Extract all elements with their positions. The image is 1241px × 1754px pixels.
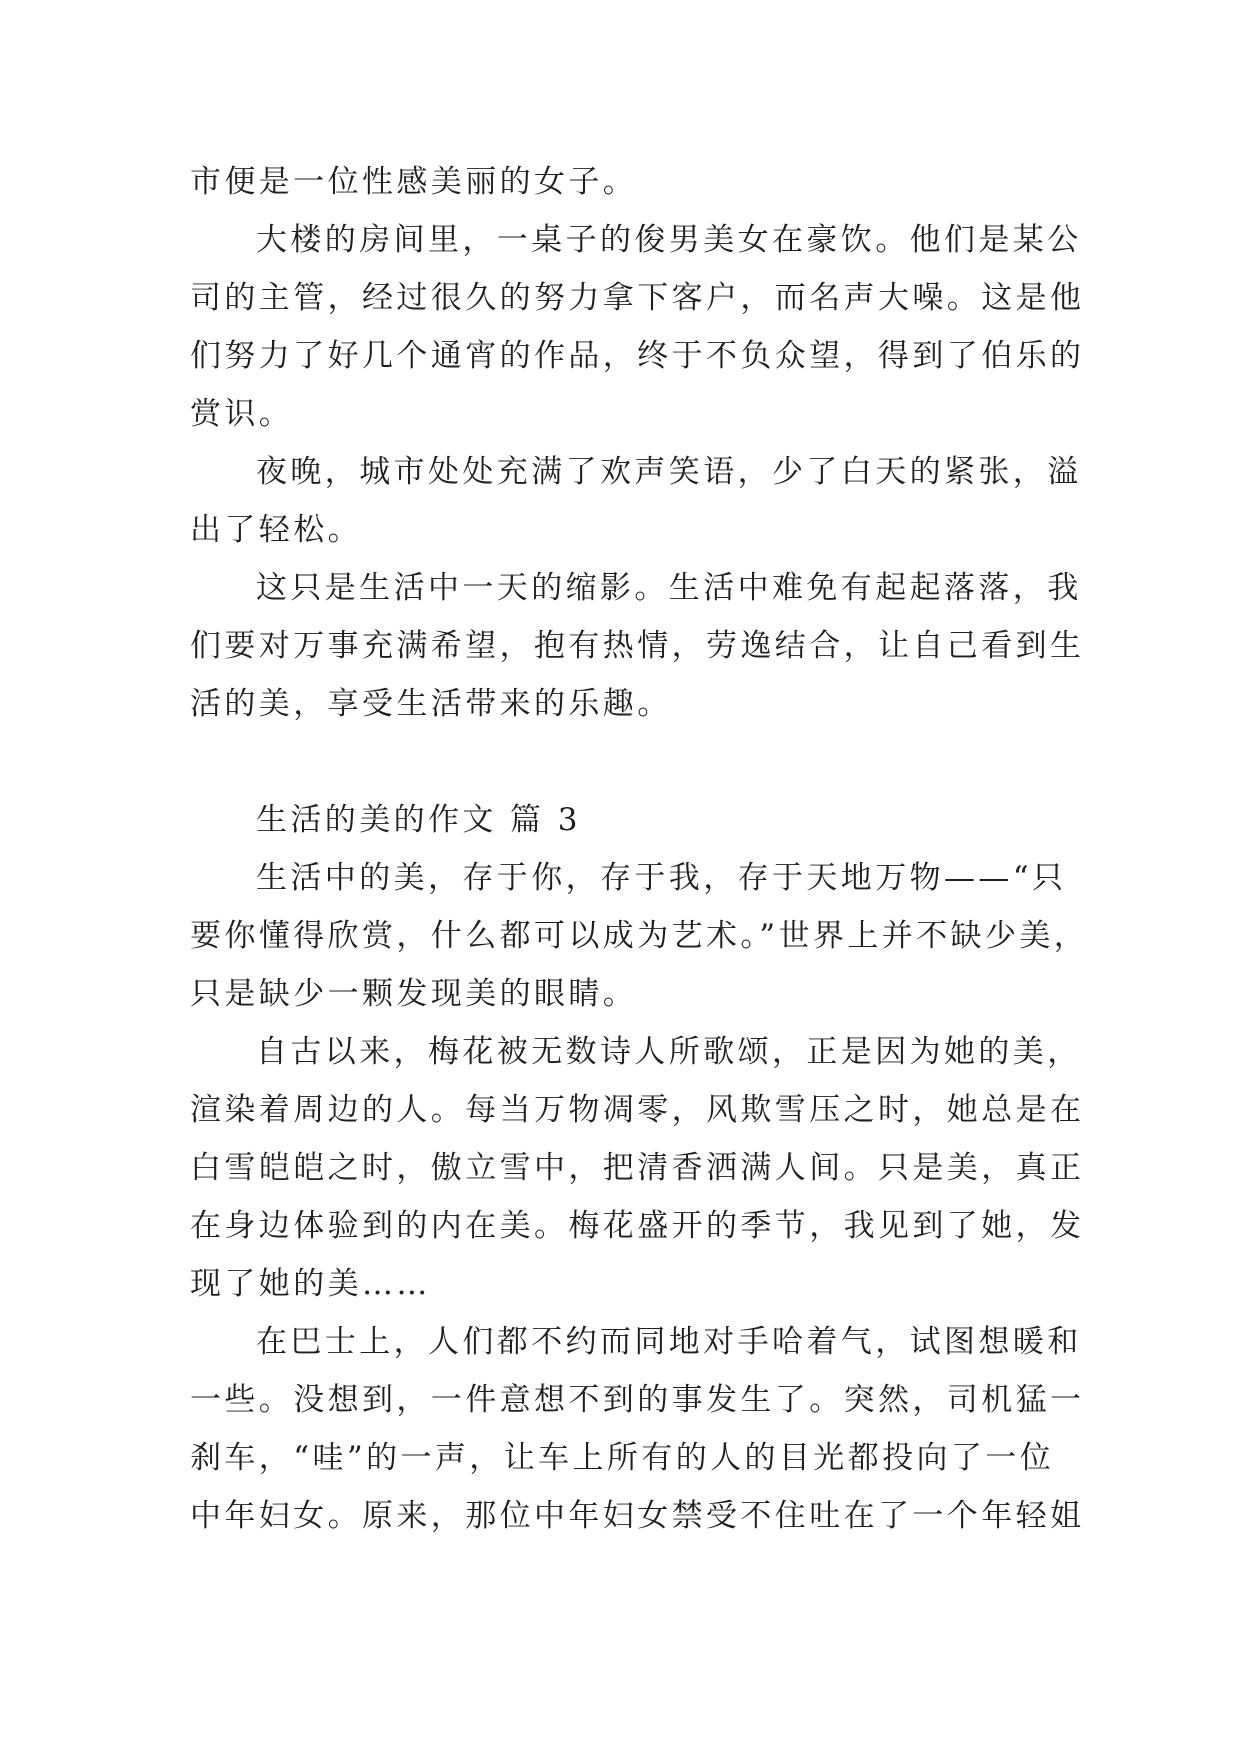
paragraph-line: 要你懂得欣赏，什么都可以成为艺术。”世界上并不缺少美， — [190, 918, 1089, 954]
paragraph-line: 们要对万事充满希望，抱有热情，劳逸结合，让自己看到生 — [190, 628, 1085, 664]
paragraph-line: 在身边体验到的内在美。梅花盛开的季节，我见到了她，发 — [190, 1208, 1085, 1244]
paragraph-line: 司的主管，经过很久的努力拿下客户，而名声大噪。这是他 — [190, 280, 1085, 316]
paragraph-line: 渲染着周边的人。每当万物凋零，风欺雪压之时，她总是在 — [190, 1092, 1085, 1128]
section-gap — [190, 733, 1060, 791]
paragraph-line: 这只是生活中一天的缩影。生活中难免有起起落落，我 — [256, 570, 1082, 606]
paragraph-line: 们努力了好几个通宵的作品，终于不负众望，得到了伯乐的 — [190, 338, 1085, 374]
paragraph-line: 一些。没想到，一件意想不到的事发生了。突然，司机猛一 — [190, 1382, 1085, 1418]
paragraph-line: 只是缺少一颗发现美的眼睛。 — [190, 976, 638, 1012]
paragraph-line: 中年妇女。原来，那位中年妇女禁受不住吐在了一个年轻姐 — [190, 1498, 1085, 1534]
paragraph-line: 出了轻松。 — [190, 512, 362, 548]
paragraph-line: 白雪皑皑之时，傲立雪中，把清香洒满人间。只是美，真正 — [190, 1150, 1085, 1186]
paragraph-line: 活的美，享受生活带来的乐趣。 — [190, 686, 672, 722]
document-page — [190, 153, 1089, 1545]
paragraph-line: 夜晚，城市处处充满了欢声笑语，少了白天的紧张，溢 — [256, 454, 1082, 490]
paragraph-line: 自古以来，梅花被无数诗人所歌颂，正是因为她的美， — [256, 1034, 1082, 1070]
paragraph-line: 市便是一位性感美丽的女子。 — [190, 164, 638, 200]
section-heading: 生活的美的作文 篇 3 — [256, 802, 581, 838]
paragraph-line: 生活中的美，存于你，存于我，存于天地万物——“只 — [256, 860, 1067, 896]
paragraph-line: 刹车，“哇”的一声，让车上所有的人的目光都投向了一位 — [190, 1440, 1055, 1476]
paragraph-line: 在巴士上，人们都不约而同地对手哈着气，试图想暖和 — [256, 1324, 1082, 1360]
paragraph-line: 现了她的美…… — [190, 1266, 431, 1302]
paragraph-line: 赏识。 — [190, 396, 294, 432]
paragraph-line: 大楼的房间里，一桌子的俊男美女在豪饮。他们是某公 — [256, 222, 1082, 258]
